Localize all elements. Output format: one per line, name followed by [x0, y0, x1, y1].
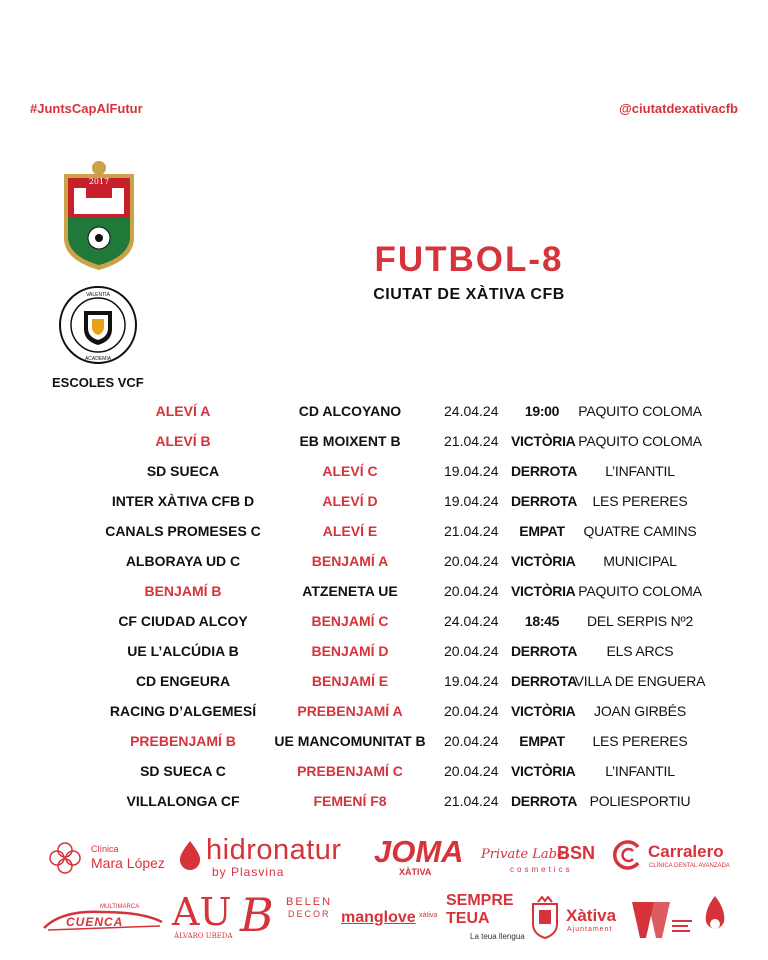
match-date: 19.04.24: [444, 673, 499, 689]
matches-table: [0, 396, 768, 816]
match-row: [0, 516, 768, 546]
sponsor-carralero: Carralero: [648, 842, 724, 861]
match-result: VICTÒRIA: [511, 433, 576, 449]
away-team: ALEVÍ C: [322, 463, 378, 479]
home-team: ALEVÍ B: [155, 433, 211, 449]
match-row: [0, 456, 768, 486]
sponsor-au: AU: [172, 890, 232, 934]
sponsor-manglove: manglove: [341, 909, 416, 926]
match-date: 24.04.24: [444, 403, 499, 419]
match-result: DERROTA: [511, 793, 578, 809]
match-venue: PAQUITO COLOMA: [578, 583, 702, 599]
match-row: [0, 606, 768, 636]
away-team: ALEVÍ D: [322, 493, 378, 509]
sponsor-sempre: SEMPRE: [446, 892, 514, 909]
match-row: [0, 396, 768, 426]
match-date: 21.04.24: [444, 793, 499, 809]
home-team: RACING D’ALGEMESÍ: [109, 703, 257, 719]
sponsor-joma: JOMA: [374, 834, 464, 869]
match-row: [0, 756, 768, 786]
water-drop-icon: [178, 840, 202, 870]
match-venue: L’INFANTIL: [605, 763, 675, 779]
match-result: 19:00: [524, 403, 560, 419]
match-date: 20.04.24: [444, 763, 499, 779]
match-row: [0, 696, 768, 726]
match-date: 20.04.24: [444, 553, 499, 569]
match-result: DERROTA: [511, 493, 578, 509]
match-venue: POLIESPORTIU: [589, 793, 691, 809]
escoles-vcf-label: ESCOLES VCF: [52, 375, 144, 390]
home-team: CD ENGEURA: [135, 673, 231, 689]
page-title: FUTBOL-8: [374, 240, 564, 279]
sponsor-bsn: BSN: [557, 843, 596, 863]
sponsor-xativa-sub: Ajuntament: [567, 926, 613, 933]
vcf-academia-logo: [58, 285, 138, 365]
match-venue: DEL SERPIS Nº2: [586, 613, 694, 629]
match-venue: PAQUITO COLOMA: [578, 433, 702, 449]
match-date: 21.04.24: [444, 523, 499, 539]
home-team: CANALS PROMESES C: [105, 523, 261, 539]
match-result: EMPAT: [519, 523, 565, 539]
match-result: 18:45: [524, 613, 560, 629]
sponsor-cuenca-top: MULTIMARCA: [100, 904, 140, 910]
sponsor-bsn-sub: cosmetics: [510, 865, 573, 874]
flower-icon: [47, 840, 83, 876]
match-row: [0, 546, 768, 576]
sponsor-mara-lopez: Mara López: [91, 855, 165, 871]
home-team: CF CIUDAD ALCOY: [118, 613, 248, 629]
away-team: BENJAMÍ D: [311, 643, 389, 659]
match-date: 19.04.24: [444, 463, 499, 479]
match-row: [0, 576, 768, 606]
match-result: VICTÒRIA: [511, 703, 576, 719]
match-venue: ELS ARCS: [606, 643, 674, 659]
match-venue: PAQUITO COLOMA: [578, 403, 702, 419]
match-venue: MUNICIPAL: [603, 553, 677, 569]
ffcv-logo-icon: [630, 898, 694, 942]
sponsor-belen-b: B: [240, 888, 274, 942]
match-row: [0, 726, 768, 756]
away-team: BENJAMÍ E: [311, 673, 389, 689]
home-team: INTER XÀTIVA CFB D: [111, 493, 255, 509]
svg-text:ACADEMIA: ACADEMIA: [84, 356, 112, 362]
match-venue: JOAN GIRBÉS: [594, 703, 686, 719]
match-date: 19.04.24: [444, 493, 499, 509]
match-row: [0, 486, 768, 516]
home-team: VILLALONGA CF: [126, 793, 240, 809]
match-result: DERROTA: [511, 463, 578, 479]
sponsor-cuenca: CUENCA: [66, 915, 124, 929]
away-team: EB MOIXENT B: [299, 433, 401, 449]
match-result: DERROTA: [511, 673, 578, 689]
club-crest-logo: [60, 160, 138, 272]
flame-emblem-icon: [700, 894, 730, 940]
sponsor-hidronatur: hidronatur: [206, 834, 342, 866]
match-venue: LES PERERES: [592, 733, 688, 749]
match-result: VICTÒRIA: [511, 583, 576, 599]
home-team: ALEVÍ A: [155, 403, 211, 419]
away-team: PREBENJAMÍ A: [297, 703, 403, 719]
carralero-c-icon: [610, 838, 644, 872]
match-date: 20.04.24: [444, 703, 499, 719]
match-date: 21.04.24: [444, 433, 499, 449]
match-row: [0, 636, 768, 666]
match-date: 20.04.24: [444, 583, 499, 599]
xativa-shield-icon: [530, 896, 560, 940]
home-team: SD SUECA: [146, 463, 220, 479]
match-venue: VILLA DE ENGUERA: [574, 673, 706, 689]
sponsor-carralero-sub: CLÍNICA DENTAL AVANZADA: [649, 863, 730, 869]
home-team: ALBORAYA UD C: [125, 553, 241, 569]
sponsor-bsn-script: Private Label: [481, 847, 569, 862]
away-team: ALEVÍ E: [322, 523, 378, 539]
away-team: FEMENÍ F8: [313, 793, 387, 809]
sponsor-au-sub: ÁLVARO UBEDA: [174, 932, 233, 940]
instagram-handle: @ciutatdexativacfb: [619, 101, 738, 116]
home-team: PREBENJAMÍ B: [130, 733, 236, 749]
away-team: CD ALCOYANO: [298, 403, 402, 419]
match-row: [0, 786, 768, 816]
svg-text:VALENTIA: VALENTIA: [86, 292, 110, 298]
sponsor-belen-sub: DECOR: [288, 909, 331, 919]
away-team: BENJAMÍ C: [311, 613, 389, 629]
match-venue: LES PERERES: [592, 493, 688, 509]
match-row: [0, 426, 768, 456]
sponsor-manglove-sub: xàtiva: [419, 912, 438, 919]
match-result: DERROTA: [511, 643, 578, 659]
crest-year: 2017: [88, 177, 110, 186]
sponsor-mara-top: Clínica: [91, 844, 119, 854]
match-date: 24.04.24: [444, 613, 499, 629]
home-team: UE L’ALCÚDIA B: [127, 643, 239, 659]
sponsor-sempre-sub: La teua llengua: [470, 932, 525, 941]
sponsor-joma-sub: XÀTIVA: [399, 867, 432, 877]
match-result: VICTÒRIA: [511, 763, 576, 779]
match-venue: L’INFANTIL: [605, 463, 675, 479]
sponsors-bar: [0, 830, 768, 960]
away-team: BENJAMÍ A: [311, 553, 389, 569]
sponsor-belen: BELEN: [286, 896, 333, 908]
hashtag: #JuntsCapAlFutur: [30, 101, 143, 116]
match-result: EMPAT: [519, 733, 565, 749]
away-team: ATZENETA UE: [302, 583, 398, 599]
away-team: UE MANCOMUNITAT B: [274, 733, 426, 749]
match-date: 20.04.24: [444, 643, 499, 659]
away-team: PREBENJAMÍ C: [297, 763, 403, 779]
home-team: SD SUECA C: [140, 763, 226, 779]
sponsor-hidronatur-sub: by Plasvina: [212, 865, 285, 879]
page-subtitle: CIUTAT DE XÀTIVA CFB: [373, 286, 565, 303]
match-venue: QUATRE CAMINS: [583, 523, 697, 539]
sponsor-xativa: Xàtiva: [566, 906, 617, 925]
match-result: VICTÒRIA: [511, 553, 576, 569]
match-date: 20.04.24: [444, 733, 499, 749]
sponsor-teua: TEUA: [446, 910, 490, 927]
home-team: BENJAMÍ B: [144, 583, 222, 599]
match-row: [0, 666, 768, 696]
